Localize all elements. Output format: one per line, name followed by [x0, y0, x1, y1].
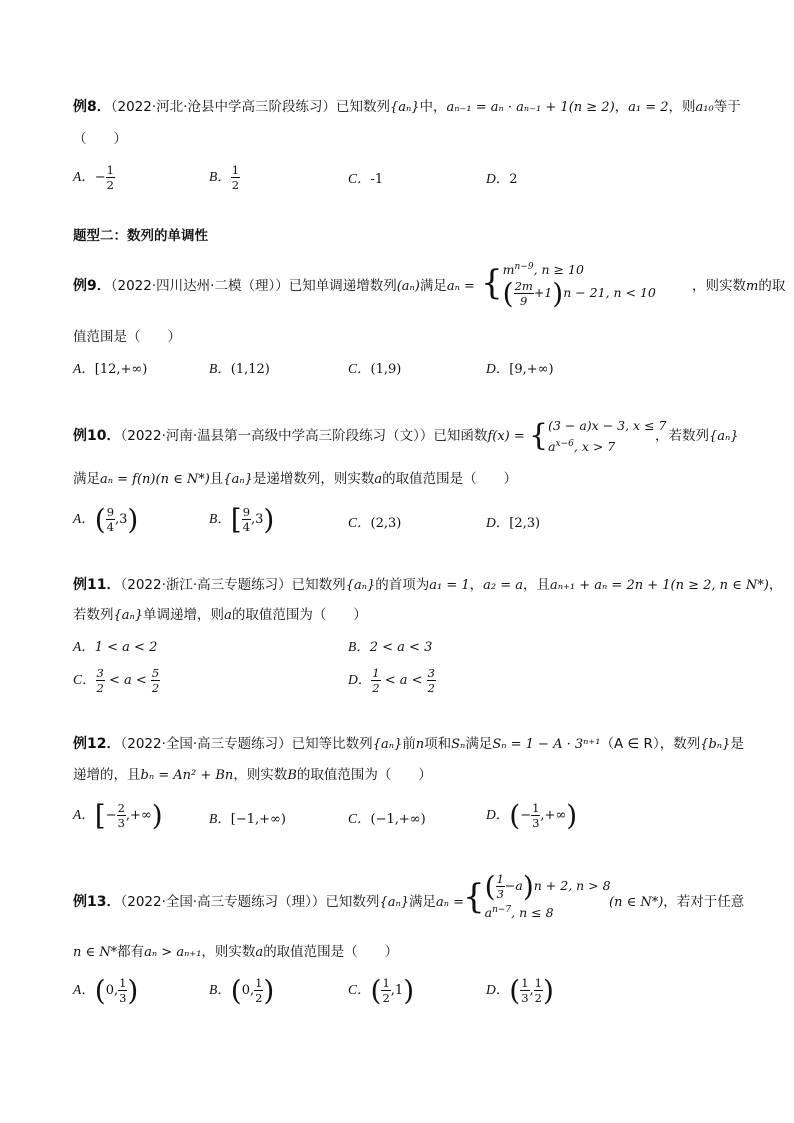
example-8-line1: 例8．（2022·河北·沧县中学高三阶段练习）已知数列{aₙ}中，aₙ₋₁ = aₙ · aₙ₋₁ + 1(n ≥ 2)，a₁ = 2，则a₁₀等于	[73, 99, 741, 115]
piecewise-definition: { ( $\frac{1}{3}$ −a)n + 2, n > 8 $a^{n-7}$, n ≤ 8	[463, 870, 611, 921]
fraction: $\frac{1}{2}$	[231, 163, 240, 192]
option-d[interactable]: D．[2,3)	[486, 515, 541, 531]
option-d[interactable]: D．2	[486, 171, 518, 187]
option-a[interactable]: A．− $\frac{1}{2}$	[73, 163, 114, 192]
example-10-line1: 例10．（2022·河南·温县第一高级中学高三阶段练习（文））已知函数f(x) = { (3 − a)x − 3, x ≤ 7 $a^{x-6}$, x > 7 ，若数列{aₙ}	[73, 418, 739, 455]
option-c[interactable]: C．(1,9)	[348, 361, 402, 377]
option-c[interactable]: C．( $\frac{1}{2}$ ,1)	[348, 974, 415, 1007]
option-c[interactable]: C．-1	[348, 171, 384, 187]
section-title: 题型二：数列的单调性	[73, 228, 208, 244]
target-term: a₁₀	[695, 100, 714, 115]
option-b[interactable]: B．[−1,+∞)	[209, 811, 286, 827]
example-11-line1: 例11．（2022·浙江·高三专题练习）已知数列{aₙ}的首项为a₁ = 1，a₂ = a，且aₙ₊₁ + aₙ = 2n + 1(n ≥ 2, n ∈ N*)，	[73, 577, 783, 593]
example-12-line1: 例12．（2022·全国·高三专题练习）已知等比数列{aₙ}前n项和Sₙ满足Sₙ = 1 − A · 3ⁿ⁺¹（A ∈ R），数列{bₙ}是	[73, 736, 744, 752]
example-8-line2	[73, 129, 733, 149]
section-heading	[73, 226, 733, 246]
option-a[interactable]: A．( $\frac{9}{4}$ ,3)	[73, 503, 139, 536]
option-b[interactable]: B．(1,12)	[209, 361, 270, 377]
option-c[interactable]: C．(2,3)	[348, 515, 402, 531]
option-d[interactable]: D． $\frac{1}{2}$ < a < $\frac{3}{2}$	[348, 666, 435, 695]
example-11-label: 例11．	[73, 577, 121, 593]
example-8-label: 例8．	[73, 99, 111, 115]
example-13-line2: n ∈ N*都有aₙ > aₙ₊₁，则实数a的取值范围是（ ）	[73, 944, 399, 960]
answer-paren: （ ）	[73, 131, 127, 147]
option-b[interactable]: B．[ $\frac{9}{4}$ ,3)	[209, 503, 275, 536]
example-11-line2: 若数列{aₙ}单调递增，则a的取值范围为（ ）	[73, 607, 367, 623]
example-9-label: 例9．	[73, 278, 111, 294]
example-10-line2: 满足aₙ = f(n)(n ∈ N*)且{aₙ}是递增数列，则实数a的取值范围是（ ）	[73, 471, 518, 487]
example-13-label: 例13．	[73, 894, 121, 910]
example-12-label: 例12．	[73, 736, 121, 752]
piecewise-function: { (3 − a)x − 3, x ≤ 7 $a^{x-6}$, x > 7	[529, 418, 667, 455]
example-10-label: 例10．	[73, 428, 121, 444]
example-12-line2: 递增的，且bₙ = An² + Bn，则实数B的取值范围为（ ）	[73, 767, 432, 783]
option-d[interactable]: D．[9,+∞)	[486, 361, 554, 377]
fraction: $\frac{1}{2}$	[106, 163, 114, 192]
recurrence: aₙ₋₁ = aₙ · aₙ₋₁ + 1(n ≥ 2)	[446, 100, 615, 115]
option-a[interactable]: A．1 < a < 2	[73, 639, 158, 655]
piecewise-definition: { $m^{n-9}$, n ≥ 10 ( $\frac{2m}{9}$ +1)n − 21, n < 10	[481, 262, 656, 311]
option-a[interactable]: A．(0, $\frac{1}{3}$ )	[73, 974, 139, 1007]
option-b[interactable]: B． $\frac{1}{2}$	[209, 163, 240, 192]
option-c[interactable]: C． $\frac{3}{2}$ < a < $\frac{5}{2}$	[73, 666, 160, 695]
option-a[interactable]: A．[− $\frac{2}{3}$ ,+∞)	[73, 799, 163, 832]
option-a[interactable]: A．[12,+∞)	[73, 361, 148, 377]
example-9-line1: 例9．（2022·四川达州·二模（理））已知单调递增数列(aₙ)满足aₙ = { $m^{n-9}$, n ≥ 10 ( $\frac{2m}{9}$ +1)n − 21, n < 10 ，则实数m的取	[73, 258, 733, 316]
option-d[interactable]: D．(− $\frac{1}{3}$ ,+∞)	[486, 799, 578, 832]
option-b[interactable]: B．(0, $\frac{1}{2}$ )	[209, 974, 275, 1007]
example-13-line1: 例13．（2022·全国·高三专题练习（理））已知数列{aₙ}满足aₙ = { ( $\frac{1}{3}$ −a)n + 2, n > 8 $a^{n-7}$, n ≤ 8 (n ∈ N*)，若对于任意	[73, 870, 745, 921]
initial-term: a₁ = 2	[628, 100, 669, 115]
example-9-line2: 值范围是（ ）	[73, 329, 181, 345]
option-d[interactable]: D．( $\frac{1}{3}$ , $\frac{1}{2}$ )	[486, 974, 554, 1007]
option-b[interactable]: B．2 < a < 3	[348, 639, 433, 655]
sequence-a: {aₙ}	[389, 100, 420, 115]
example-8-source: （2022·河北·沧县中学高三阶段练习）已知数列	[110, 99, 390, 115]
option-c[interactable]: C．(−1,+∞)	[348, 811, 426, 827]
